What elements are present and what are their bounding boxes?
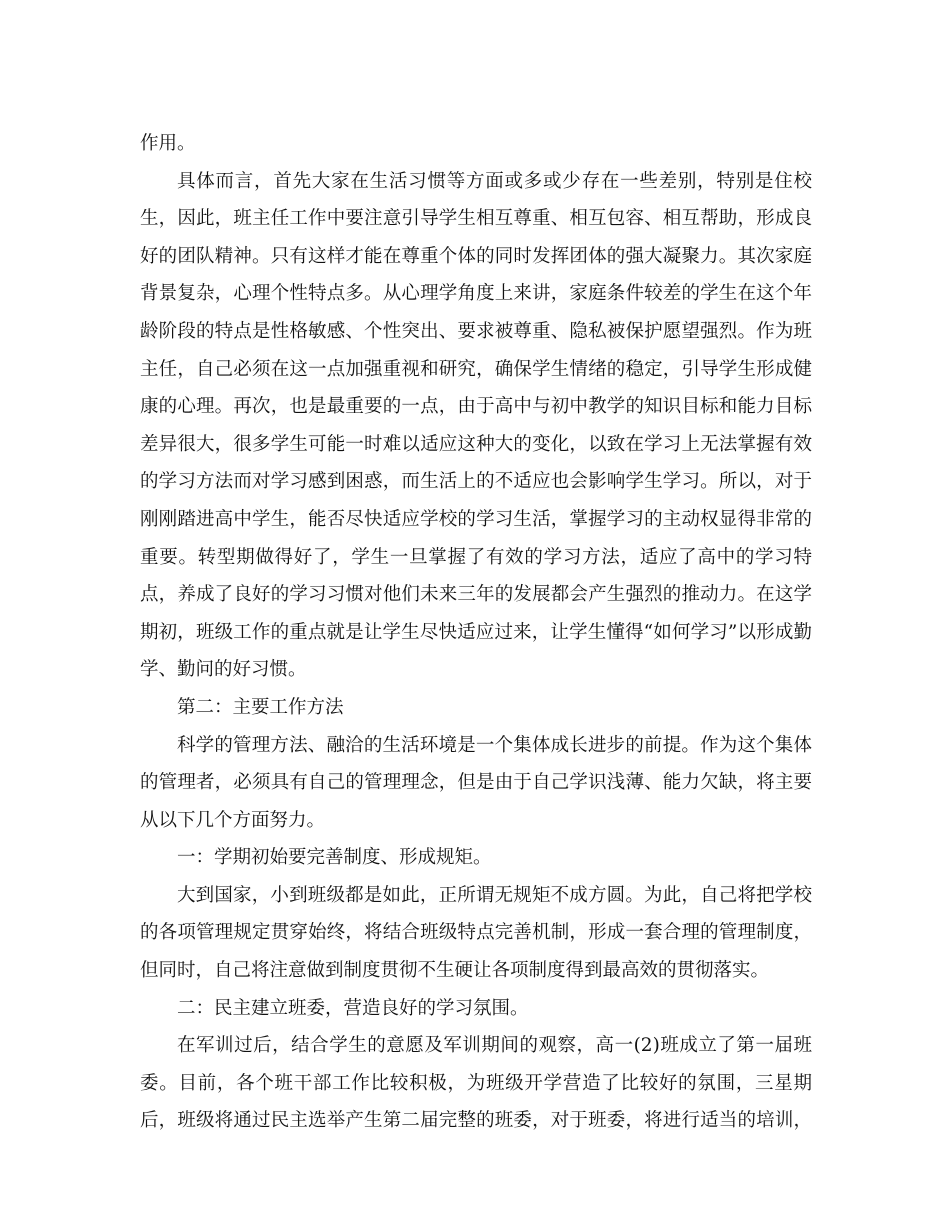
- text-line: 作用。: [140, 133, 196, 154]
- text-line: 重要。转型期做得好了，学生一旦掌握了有效的学习方法，适应了高中的学习特: [140, 546, 812, 568]
- text-line: 龄阶段的特点是性格敏感、个性突出、要求被尊重、隐私被保护愿望强烈。作为班: [140, 320, 812, 342]
- text-line: 大到国家，小到班级都是如此，正所谓无规矩不成方圆。为此，自己将把学校: [177, 884, 812, 906]
- text-line: 康的心理。再次，也是最重要的一点，由于高中与初中教学的知识目标和能力目标: [140, 396, 812, 418]
- text-line: 好的团队精神。只有这样才能在尊重个体的同时发挥团体的强大凝聚力。其次家庭: [140, 245, 812, 267]
- text-line: 具体而言，首先大家在生活习惯等方面或多或少存在一些差别，特别是住校: [177, 170, 812, 192]
- text-line: 的学习方法而对学习感到困惑，而生活上的不适应也会影响学生学习。所以，对于: [140, 471, 812, 493]
- text-line: 生，因此，班主任工作中要注意引导学生相互尊重、相互包容、相互帮助，形成良: [140, 208, 812, 230]
- text-line: 点，养成了良好的学习习惯对他们未来三年的发展都会产生强烈的推动力。在这学: [140, 584, 812, 606]
- text-line: 在军训过后，结合学生的意愿及军训期间的观察，高一(2)班成立了第一届班: [177, 1035, 812, 1057]
- text-line: 学、勤问的好习惯。: [140, 659, 307, 681]
- text-line: 期初，班级工作的重点就是让学生尽快适应过来，让学生懂得“如何学习”以形成勤: [140, 621, 812, 643]
- text-line: 的各项管理规定贯穿始终，将结合班级特点完善机制，形成一套合理的管理制度，: [140, 922, 812, 944]
- text-line: 从以下几个方面努力。: [140, 809, 326, 831]
- section-heading: 第二：主要工作方法: [177, 696, 344, 718]
- text-line: 背景复杂，心理个性特点多。从心理学角度上来讲，家庭条件较差的学生在这个年: [140, 283, 812, 305]
- text-line: 的管理者，必须具有自己的管理理念，但是由于自己学识浅薄、能力欠缺，将主要: [140, 772, 812, 794]
- text-line: 后，班级将通过民主选举产生第二届完整的班委，对于班委，将进行适当的培训，: [140, 1110, 812, 1132]
- text-line: 委。目前，各个班干部工作比较积极，为班级开学营造了比较好的氛围，三星期: [140, 1072, 812, 1094]
- text-line: 差异很大，很多学生可能一时难以适应这种大的变化，以致在学习上无法掌握有效: [140, 433, 812, 455]
- text-line: 科学的管理方法、融洽的生活环境是一个集体成长进步的前提。作为这个集体: [177, 734, 812, 756]
- text-line: 刚刚踏进高中学生，能否尽快适应学校的学习生活，掌握学习的主动权显得非常的: [140, 508, 812, 530]
- subsection-heading: 一：学期初始要完善制度、形成规矩。: [177, 847, 492, 869]
- text-line: 但同时，自己将注意做到制度贯彻不生硬让各项制度得到最高效的贯彻落实。: [140, 960, 770, 982]
- subsection-heading: 二：民主建立班委，营造良好的学习氛围。: [177, 997, 529, 1019]
- document-body: [140, 125, 812, 1140]
- text-line: 主任，自己必须在这一点加强重视和研究，确保学生情绪的稳定，引导学生形成健: [140, 358, 812, 380]
